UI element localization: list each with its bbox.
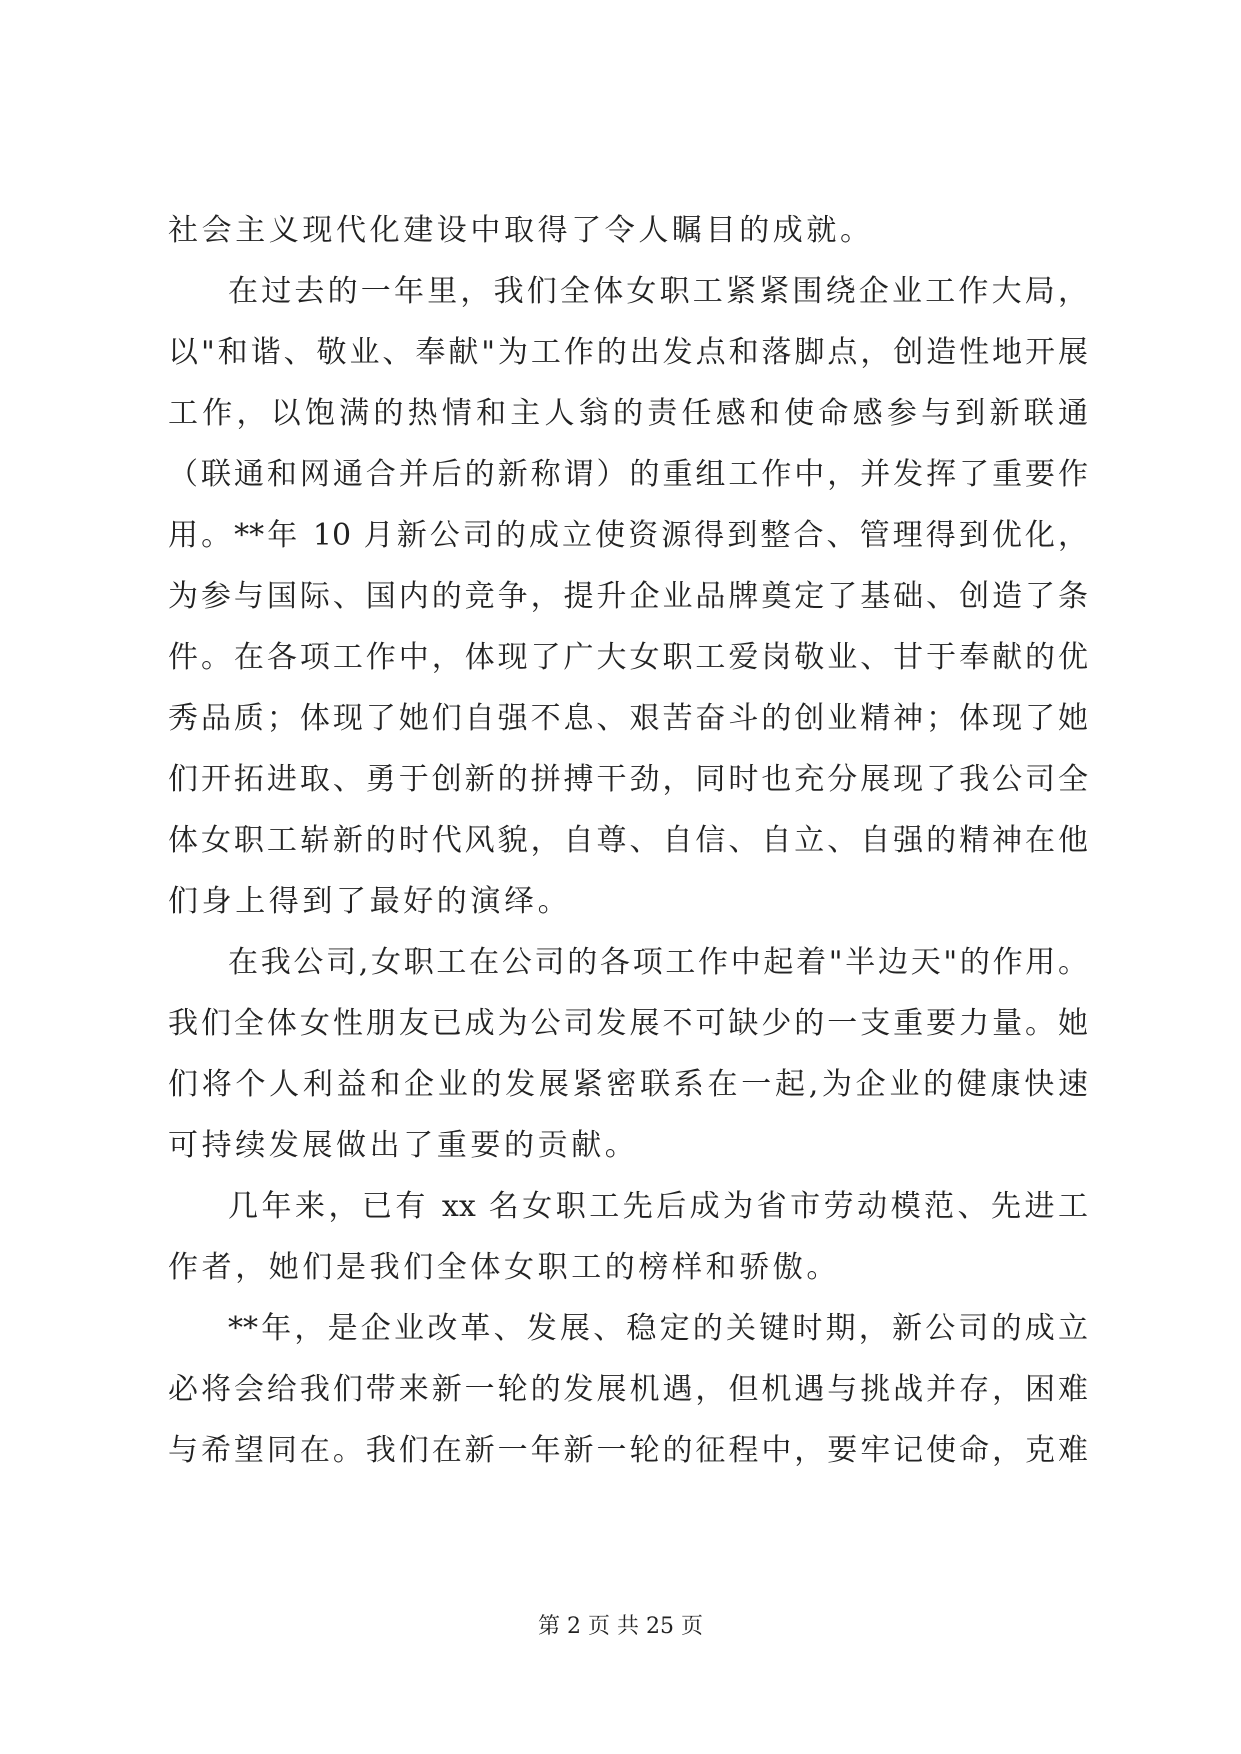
text-line: 件。在各项工作中，体现了广大女职工爱岗敬业、甘于奉献的优 [168, 640, 1088, 675]
page-number-footer: 第 2 页 共 25 页 [538, 1614, 703, 1639]
text-line: 体女职工崭新的时代风貌，自尊、自信、自立、自强的精神在他 [168, 823, 1088, 858]
text-line: 为参与国际、国内的竞争，提升企业品牌奠定了基础、创造了条 [168, 579, 1088, 614]
text-line: 与希望同在。我们在新一年新一轮的征程中，要牢记使命，克难 [168, 1433, 1088, 1468]
text-line: 们身上得到了最好的演绎。 [168, 884, 572, 919]
text-line: 们开拓进取、勇于创新的拼搏干劲，同时也充分展现了我公司全 [168, 762, 1088, 797]
text-line: 秀品质；体现了她们自强不息、艰苦奋斗的创业精神；体现了她 [168, 701, 1088, 736]
text-line: 可持续发展做出了重要的贡献。 [168, 1128, 639, 1163]
text-line: 作者，她们是我们全体女职工的榜样和骄傲。 [168, 1250, 840, 1285]
text-line: 几年来，已有 xx 名女职工先后成为省市劳动模范、先进工 [228, 1189, 1088, 1224]
text-line: 我们全体女性朋友已成为公司发展不可缺少的一支重要力量。她 [168, 1006, 1088, 1041]
text-line: **年，是企业改革、发展、稳定的关键时期，新公司的成立 [228, 1311, 1088, 1346]
text-line: 工作，以饱满的热情和主人翁的责任感和使命感参与到新联通 [168, 396, 1088, 431]
text-line: 用。**年 10 月新公司的成立使资源得到整合、管理得到优化， [168, 518, 1088, 553]
text-line: 在过去的一年里，我们全体女职工紧紧围绕企业工作大局， [228, 274, 1088, 309]
text-line: 必将会给我们带来新一轮的发展机遇，但机遇与挑战并存，困难 [168, 1372, 1088, 1407]
text-line: 在我公司,女职工在公司的各项工作中起着"半边天"的作用。 [228, 945, 1088, 980]
body-text [168, 200, 1088, 1481]
text-line: 们将个人利益和企业的发展紧密联系在一起,为企业的健康快速 [168, 1067, 1088, 1102]
text-line: 社会主义现代化建设中取得了令人瞩目的成就。 [168, 213, 874, 248]
text-line: （联通和网通合并后的新称谓）的重组工作中，并发挥了重要作 [168, 457, 1088, 492]
text-line: 以"和谐、敬业、奉献"为工作的出发点和落脚点，创造性地开展 [168, 335, 1088, 370]
